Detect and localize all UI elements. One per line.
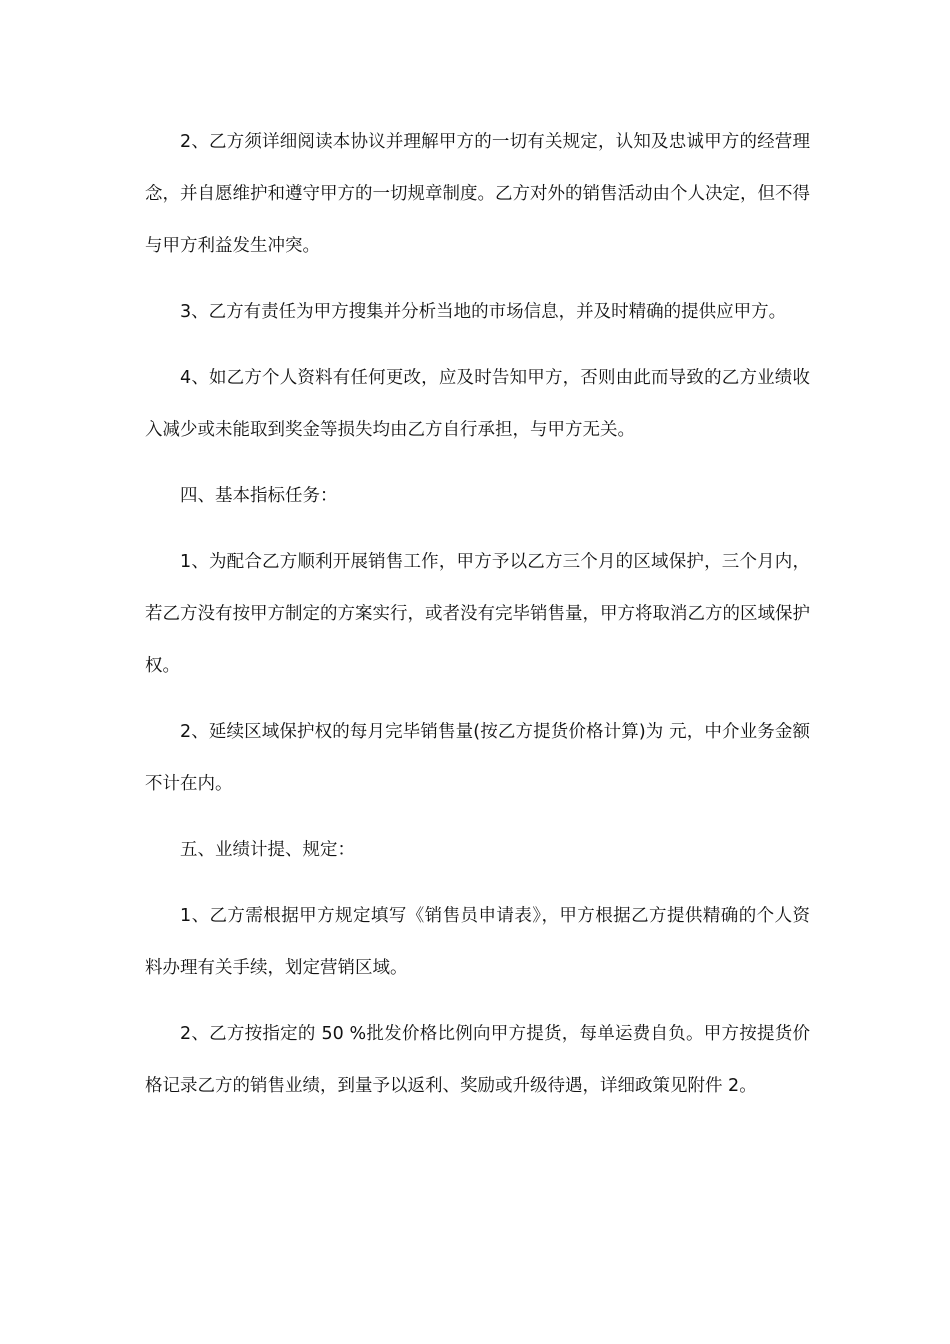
section-heading-basic-targets: 四、基本指标任务：	[180, 486, 338, 506]
paragraph-performance-2-wholesale: 2、乙方按指定的 50 %批发价格比例向甲方提货，每单运费自负。甲方按提货价格记录乙方的销售业绩，到量予以返利、奖励或升级待遇，详细政策见附件 2。	[145, 1024, 810, 1096]
paragraph-performance-1-application: 1、乙方需根据甲方规定填写《销售员申请表》，甲方根据乙方提供精确的个人资料办理有关手续，划定营销区域。	[145, 906, 810, 978]
paragraph-target-2-monthly-sales: 2、延续区域保护权的每月完毕销售量(按乙方提货价格计算)为 元，中介业务金额不计在内。	[145, 722, 810, 794]
section-heading-performance: 五、业绩计提、规定：	[180, 840, 355, 860]
paragraph-clause-3-market-info: 3、乙方有责任为甲方搜集并分析当地的市场信息，并及时精确的提供应甲方。	[180, 302, 787, 322]
paragraph-target-1-region-protection: 1、为配合乙方顺利开展销售工作，甲方予以乙方三个月的区域保护，三个月内，若乙方没有按甲方制定的方案实行，或者没有完毕销售量，甲方将取消乙方的区域保护权。	[145, 552, 810, 676]
paragraph-clause-4-info-change: 4、如乙方个人资料有任何更改，应及时告知甲方，否则由此而导致的乙方业绩收入减少或未能取到奖金等损失均由乙方自行承担，与甲方无关。	[145, 368, 810, 440]
paragraph-clause-2-rules: 2、乙方须详细阅读本协议并理解甲方的一切有关规定，认知及忠诚甲方的经营理念，并自愿维护和遵守甲方的一切规章制度。乙方对外的销售活动由个人决定，但不得与甲方利益发生冲突。	[145, 132, 810, 256]
document-body	[145, 116, 810, 1126]
